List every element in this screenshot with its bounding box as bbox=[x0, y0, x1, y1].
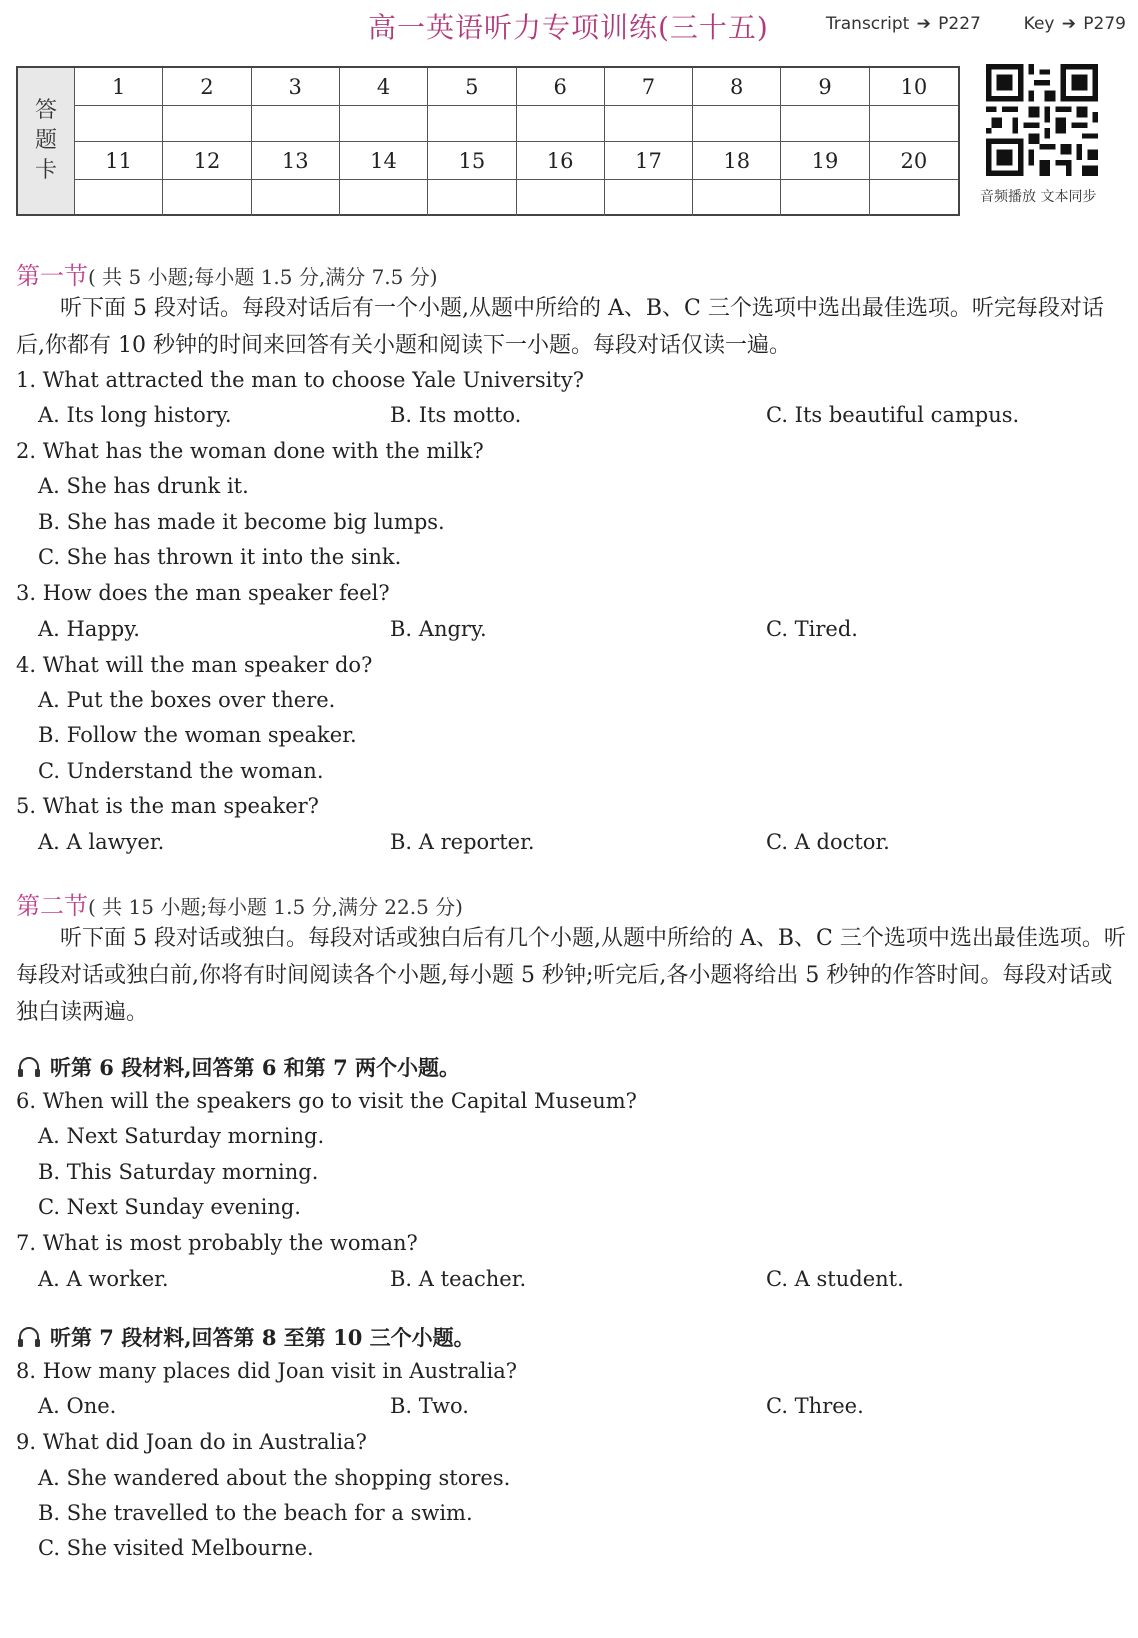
section-2-title: 第二节 bbox=[16, 892, 88, 920]
question-number: 13 bbox=[252, 142, 340, 180]
answer-box[interactable] bbox=[163, 180, 251, 216]
section-2-subtitle: ( 共 15 小题;每小题 1.5 分,满分 22.5 分) bbox=[88, 895, 463, 919]
answer-box[interactable] bbox=[693, 180, 781, 216]
answer-grid bbox=[75, 68, 958, 214]
transcript-page: P227 bbox=[938, 14, 981, 34]
section-1-heading bbox=[16, 256, 438, 291]
page-references bbox=[826, 14, 1126, 34]
question-stem: 5. What is the man speaker? bbox=[16, 794, 319, 818]
answer-box[interactable] bbox=[252, 106, 340, 142]
option-a[interactable]: A. A worker. bbox=[38, 1267, 169, 1291]
answer-box[interactable] bbox=[605, 180, 693, 216]
question-number: 2 bbox=[163, 68, 251, 106]
section-1-instructions: 听下面 5 段对话。每段对话后有一个小题,从题中所给的 A、B、C 三个选项中选出最佳选项。听完每段对话后,你都有 10 秒钟的时间来回答有关小题和阅读下一小题。每段对话仅读一遍。 bbox=[16, 296, 1104, 358]
option-c[interactable]: C. Next Sunday evening. bbox=[38, 1195, 301, 1219]
answer-box[interactable] bbox=[75, 106, 163, 142]
option-c[interactable]: C. Three. bbox=[766, 1394, 864, 1418]
answer-box[interactable] bbox=[693, 106, 781, 142]
question-number: 14 bbox=[340, 142, 428, 180]
answer-card bbox=[16, 66, 960, 216]
headphones-icon bbox=[16, 1056, 42, 1078]
answer-box[interactable] bbox=[252, 180, 340, 216]
option-a[interactable]: A. A lawyer. bbox=[38, 830, 165, 854]
answer-card-label: 答 题 卡 bbox=[18, 68, 75, 214]
option-b[interactable]: B. This Saturday morning. bbox=[38, 1160, 319, 1184]
question-number: 3 bbox=[252, 68, 340, 106]
key-label: Key bbox=[1023, 14, 1055, 34]
option-c[interactable]: C. She visited Melbourne. bbox=[38, 1536, 314, 1560]
answer-box[interactable] bbox=[781, 106, 869, 142]
section-1-subtitle: ( 共 5 小题;每小题 1.5 分,满分 7.5 分) bbox=[88, 265, 438, 289]
answer-box[interactable] bbox=[517, 106, 605, 142]
arrow-right-icon: ➔ bbox=[916, 14, 931, 34]
question-stem: 4. What will the man speaker do? bbox=[16, 653, 373, 677]
answer-box[interactable] bbox=[870, 180, 958, 216]
option-b[interactable]: B. Follow the woman speaker. bbox=[38, 723, 357, 747]
section-2-instructions: 听下面 5 段对话或独白。每段对话或独白后有几个小题,从题中所给的 A、B、C 三个选项中选出最佳选项。听每段对话或独白前,你将有时间阅读各个小题,每小题 5 秒钟;听完后,各小题将给出 5 秒钟的作答时间。每段对话或独白读两遍。 bbox=[16, 926, 1126, 1025]
answer-box[interactable] bbox=[75, 180, 163, 216]
question-number: 11 bbox=[75, 142, 163, 180]
option-c[interactable]: C. Tired. bbox=[766, 617, 858, 641]
question-number: 18 bbox=[693, 142, 781, 180]
question-number: 19 bbox=[781, 142, 869, 180]
answer-box[interactable] bbox=[340, 106, 428, 142]
headphones-icon bbox=[16, 1326, 42, 1348]
section-2-heading bbox=[16, 886, 463, 921]
answer-box[interactable] bbox=[605, 106, 693, 142]
question-number: 17 bbox=[605, 142, 693, 180]
option-b[interactable]: B. Angry. bbox=[390, 617, 487, 641]
answer-box[interactable] bbox=[163, 106, 251, 142]
answer-box[interactable] bbox=[340, 180, 428, 216]
option-b[interactable]: B. A reporter. bbox=[390, 830, 535, 854]
question-number: 12 bbox=[163, 142, 251, 180]
question-number: 16 bbox=[517, 142, 605, 180]
option-a[interactable]: A. One. bbox=[38, 1394, 117, 1418]
option-c[interactable]: C. She has thrown it into the sink. bbox=[38, 545, 402, 569]
option-a[interactable]: A. Put the boxes over there. bbox=[38, 688, 336, 712]
option-c[interactable]: C. A student. bbox=[766, 1267, 904, 1291]
option-c[interactable]: C. A doctor. bbox=[766, 830, 890, 854]
question-number: 10 bbox=[870, 68, 958, 106]
listen-prompt: 听第 6 段材料,回答第 6 和第 7 两个小题。 bbox=[16, 1052, 460, 1082]
option-a[interactable]: A. Next Saturday morning. bbox=[38, 1124, 325, 1148]
transcript-label: Transcript bbox=[825, 14, 910, 34]
qr-code-icon[interactable] bbox=[986, 64, 1098, 176]
option-a[interactable]: A. She wandered about the shopping stores. bbox=[38, 1466, 511, 1490]
answer-box[interactable] bbox=[428, 106, 516, 142]
option-a[interactable]: A. Happy. bbox=[38, 617, 140, 641]
page-header bbox=[0, 0, 1138, 50]
option-a[interactable]: A. She has drunk it. bbox=[38, 474, 249, 498]
question-number: 15 bbox=[428, 142, 516, 180]
option-b[interactable]: B. She travelled to the beach for a swim. bbox=[38, 1501, 473, 1525]
arrow-right-icon: ➔ bbox=[1061, 14, 1077, 34]
question-number: 8 bbox=[693, 68, 781, 106]
question-stem: 7. What is most probably the woman? bbox=[16, 1231, 418, 1255]
option-c[interactable]: C. Its beautiful campus. bbox=[766, 403, 1020, 427]
question-stem: 8. How many places did Joan visit in Australia? bbox=[16, 1359, 517, 1383]
answer-box[interactable] bbox=[428, 180, 516, 216]
qr-caption: 音频播放 文本同步 bbox=[980, 189, 1097, 205]
page-title: 高一英语听力专项训练(三十五) bbox=[368, 11, 769, 44]
answer-box[interactable] bbox=[870, 106, 958, 142]
question-number: 4 bbox=[340, 68, 428, 106]
question-stem: 9. What did Joan do in Australia? bbox=[16, 1430, 367, 1454]
question-number: 20 bbox=[870, 142, 958, 180]
listen-prompt: 听第 7 段材料,回答第 8 至第 10 三个小题。 bbox=[16, 1322, 475, 1352]
question-number: 5 bbox=[428, 68, 516, 106]
option-b[interactable]: B. Two. bbox=[390, 1394, 469, 1418]
option-b[interactable]: B. A teacher. bbox=[390, 1267, 527, 1291]
question-number: 9 bbox=[781, 68, 869, 106]
section-1-title: 第一节 bbox=[16, 262, 88, 290]
question-stem: 3. How does the man speaker feel? bbox=[16, 581, 390, 605]
question-number: 6 bbox=[517, 68, 605, 106]
question-stem: 6. When will the speakers go to visit the Capital Museum? bbox=[16, 1089, 637, 1113]
answer-box[interactable] bbox=[517, 180, 605, 216]
option-b[interactable]: B. She has made it become big lumps. bbox=[38, 510, 445, 534]
question-number: 7 bbox=[605, 68, 693, 106]
question-number: 1 bbox=[75, 68, 163, 106]
option-c[interactable]: C. Understand the woman. bbox=[38, 759, 324, 783]
answer-box[interactable] bbox=[781, 180, 869, 216]
option-b[interactable]: B. Its motto. bbox=[390, 403, 522, 427]
question-stem: 2. What has the woman done with the milk? bbox=[16, 439, 484, 463]
question-stem: 1. What attracted the man to choose Yale University? bbox=[16, 368, 584, 392]
key-page: P279 bbox=[1083, 14, 1126, 34]
option-a[interactable]: A. Its long history. bbox=[38, 403, 232, 427]
